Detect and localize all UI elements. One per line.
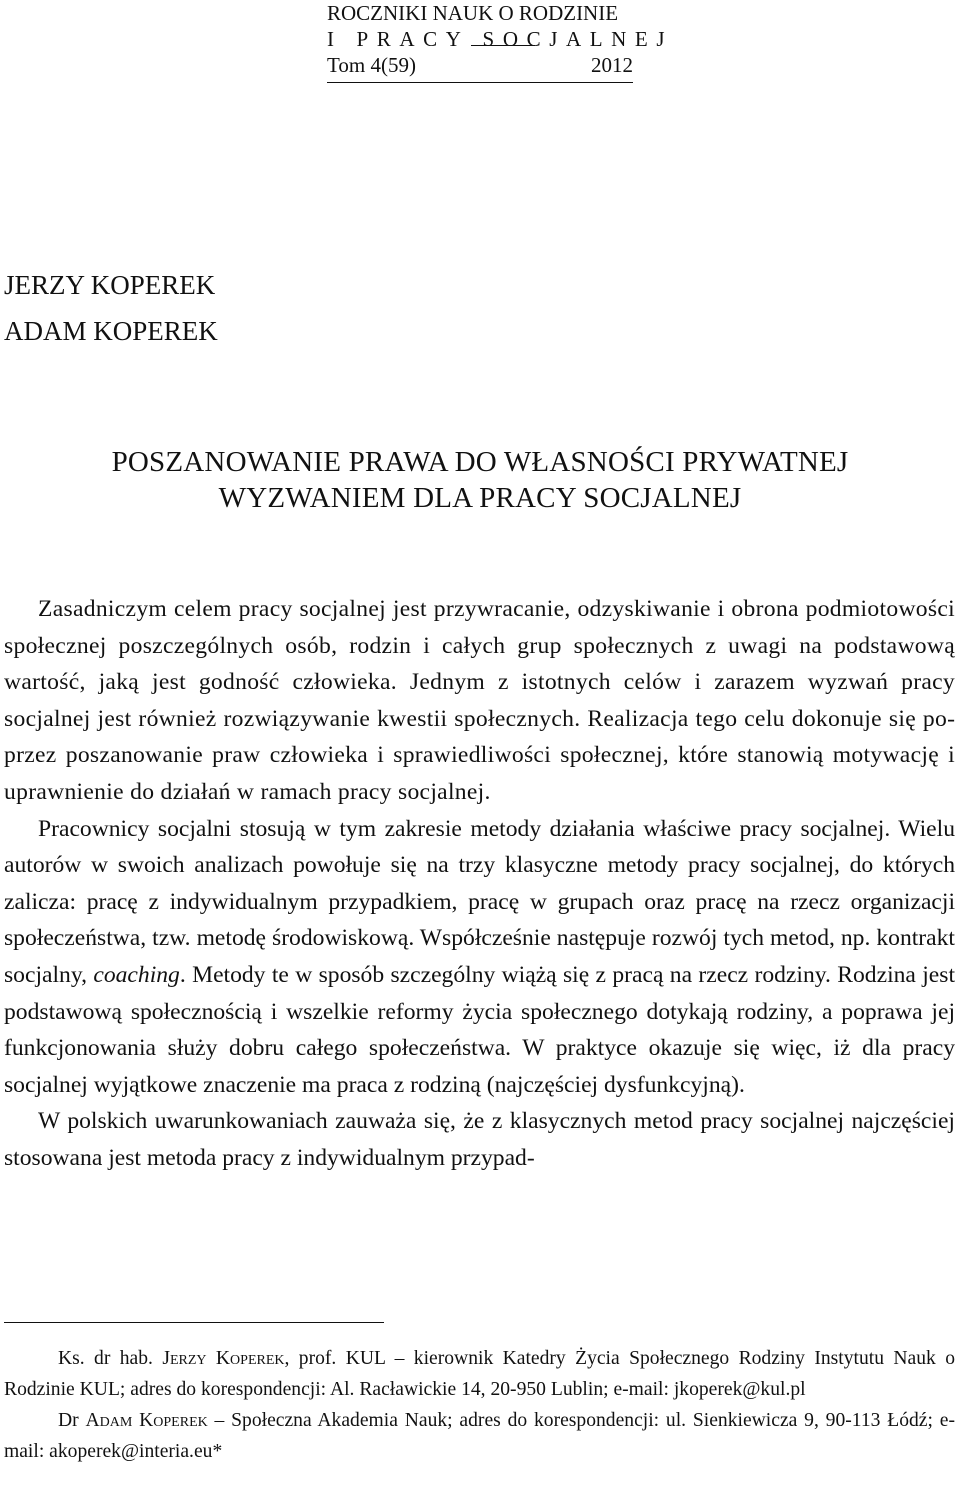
volume-dash — [471, 45, 535, 71]
paragraph: Zasadniczym celem pracy socjalnej jest przywracanie, odzyskiwanie i obrona podmiotowości społecznej poszczególnych osób, rodzin i całych grup społecznych z uwagi na podstawową wartość, jaką jest godność człowieka. Jednym z istotnych celów i zarazem wyzwań pracy socjalnej jest również rozwiązywanie kwestii społecznych. Realizacja tego celu dokonuje się poprzez poszanowanie praw człowieka i sprawiedliwości społecznej, które stanowią motywację i uprawnienie do działań w ramach pracy socjalnej. — [4, 596, 955, 805]
footnote-author-1 — [4, 1343, 955, 1405]
author-list — [4, 262, 218, 354]
footnote-author-2 — [4, 1405, 955, 1467]
journal-volume: Tom 4(59) — [327, 53, 416, 77]
journal-name-line-1: ROCZNIKI NAUK O RODZINIE — [327, 1, 619, 25]
footnote-author-name: Adam Koperek — [85, 1410, 208, 1431]
footnote-author-name: Jerzy Koperek — [162, 1348, 285, 1369]
journal-header — [327, 0, 674, 78]
journal-year: 2012 — [591, 53, 633, 77]
footnote-text: , prof. KUL – kierownik Katedry Życia Społecznego Rodziny Instytutu Nauk o Rodzinie KUL; adres do korespondencji: Al. Racławickie 14, 20-950 Lublin; e-mail: jkoperek@kul.pl — [4, 1348, 956, 1400]
footnote-prefix: Ks. dr hab. — [58, 1348, 153, 1369]
article-body — [4, 591, 955, 1177]
article-title-line-2: WYZWANIEM DLA PRACY SOCJALNEJ — [218, 482, 742, 514]
paragraph: W polskich uwarunkowaniach zauważa się, że z klasycznych metod pracy socjalnej najczęściej stosowana jest metoda pracy z indywidualnym przypad- — [4, 1108, 955, 1171]
journal-volume-line — [327, 52, 633, 78]
header-rule — [327, 82, 633, 83]
author-name: JERZY KOPEREK — [4, 270, 216, 300]
footnotes — [4, 1343, 955, 1467]
footnote-prefix: Dr — [58, 1410, 79, 1431]
paragraph — [4, 811, 955, 1104]
footnote-text: – Społeczna Akademia Nauk; adres do korespondencji: ul. Sienkiewicza 9, 90-113 Łódź; e-mail: akoperek@interia.eu* — [4, 1410, 955, 1462]
italic-term: coaching — [93, 961, 180, 988]
author-name: ADAM KOPEREK — [4, 316, 218, 346]
paragraph-text: . Metody te w sposób szczególny wiążą się z pracą na rzecz rodziny. Rodzina jest podstawową społecznością i wszelkie reformy życia społecznego dotykają rodziny, a poprawa jej funkcjonowania służy dobru całego społeczeństwa. W praktyce okazuje się więc, iż dla pracy socjalnej wyjątkowe znaczenie ma praca z rodziną (najczęściej dysfunkcyjną). — [4, 961, 956, 1098]
journal-name-line-2: I PRACY SOCJALNEJ — [327, 27, 674, 51]
article-title — [0, 444, 960, 516]
article-title-line-1: POSZANOWANIE PRAWA DO WŁASNOŚCI PRYWATNEJ — [111, 446, 849, 478]
footnote-rule — [4, 1322, 384, 1323]
paragraph-text: Pracownicy socjalni stosują w tym zakresie metody działania właściwe pracy socjalnej. Wielu autorów w swoich analizach powołuje się na trzy klasyczne metody pracy socjalnej, do których zalicza: pracę z indywidualnym przypadkiem, pracę w grupach oraz pracę na rzecz organizacji społeczeństwa, tzw. metodę środowiskową. Współcześnie następuje rozwój tych metod, np. kontrakt socjalny, — [4, 815, 955, 988]
